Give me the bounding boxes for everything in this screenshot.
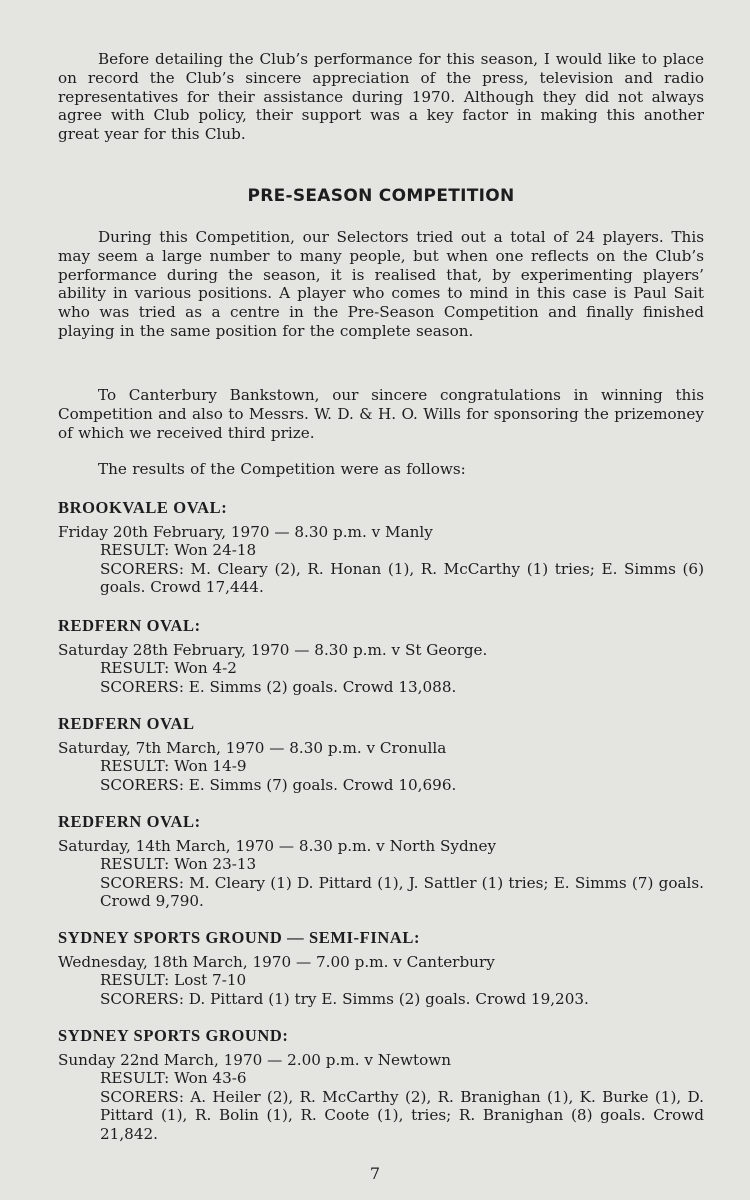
match-entry (58, 812, 704, 911)
match-scorers: SCORERS: A. Heiler (2), R. McCarthy (2), R. Branighan (1), K. Burke (1), D. Pittard (1), R. Bolin (1), R. Coote (1), tries; R. Branighan (8) goals. Crowd 21,842. (100, 1087, 704, 1143)
match-scorers: SCORERS: D. Pittard (1) try E. Simms (2) goals. Crowd 19,203. (100, 989, 589, 1008)
match-date: Saturday 28th February, 1970 — 8.30 p.m. v St George. (58, 641, 488, 659)
match-venue: REDFERN OVAL: (58, 616, 201, 635)
paragraph-text: The results of the Competition were as follows: (98, 460, 466, 478)
match-date: Sunday 22nd March, 1970 — 2.00 p.m. v Newtown (58, 1051, 452, 1069)
match-venue: REDFERN OVAL (58, 714, 195, 733)
match-entry (58, 616, 704, 696)
match-result: RESULT: Won 23-13 (100, 855, 257, 874)
match-result: RESULT: Lost 7-10 (100, 971, 247, 990)
match-venue: REDFERN OVAL: (58, 812, 201, 831)
match-entry (58, 928, 704, 1008)
match-scorers: SCORERS: E. Simms (2) goals. Crowd 13,088. (100, 677, 457, 696)
match-venue: SYDNEY SPORTS GROUND: (58, 1026, 289, 1045)
match-result: RESULT: Won 14-9 (100, 757, 247, 776)
match-date: Saturday, 14th March, 1970 — 8.30 p.m. v North Sydney (58, 837, 497, 855)
paragraph-text: During this Competition, our Selectors tried out a total of 24 players. This may seem a large number to many people, but when one reflects on the Club’s performance during the season, it is realised that, by experimenting players’ ability in various positions. A player who comes to mind in this case is Paul Sait who was tried as a centre in the Pre-Season Competition and finally finished playing in the same position for the complete season. (58, 228, 704, 340)
match-scorers: SCORERS: M. Cleary (1) D. Pittard (1), J. Sattler (1) tries; E. Simms (7) goals. Crowd 9,790. (100, 873, 704, 911)
intro-text: Before detailing the Club’s performance for this season, I would like to place on record the Club’s sincere appreciation of the press, television and radio representatives for their assistance during 1970. Although they did not always agree with Club policy, their support was a key factor in making this another great year for this Club. (58, 50, 704, 144)
match-date: Saturday, 7th March, 1970 — 8.30 p.m. v Cronulla (58, 739, 447, 757)
match-entry (58, 498, 704, 597)
match-scorers: SCORERS: M. Cleary (2), R. Honan (1), R. McCarthy (1) tries; E. Simms (6) goals. Crowd 17,444. (100, 559, 704, 597)
match-venue: BROOKVALE OVAL: (58, 498, 228, 517)
match-entry (58, 714, 704, 794)
paragraph-congratulations (58, 386, 704, 442)
match-venue: SYDNEY SPORTS GROUND — SEMI-FINAL: (58, 928, 421, 947)
intro-paragraph (58, 50, 704, 144)
section-title: PRE-SEASON COMPETITION (247, 186, 515, 206)
match-date: Wednesday, 18th March, 1970 — 7.00 p.m. v Canterbury (58, 953, 495, 971)
paragraph-results-intro (58, 460, 704, 479)
match-result: RESULT: Won 24-18 (100, 541, 257, 560)
paragraph-selectors (58, 228, 704, 341)
paragraph-text: To Canterbury Bankstown, our sincere congratulations in winning this Competition and also to Messrs. W. D. & H. O. Wills for sponsoring the prizemoney of which we received third prize. (58, 386, 704, 442)
page-number: 7 (369, 1164, 381, 1183)
match-scorers: SCORERS: E. Simms (7) goals. Crowd 10,696. (100, 775, 457, 794)
match-date: Friday 20th February, 1970 — 8.30 p.m. v Manly (58, 523, 433, 541)
match-entry (58, 1026, 704, 1143)
match-result: RESULT: Won 4-2 (100, 659, 237, 678)
match-result: RESULT: Won 43-6 (100, 1069, 247, 1088)
